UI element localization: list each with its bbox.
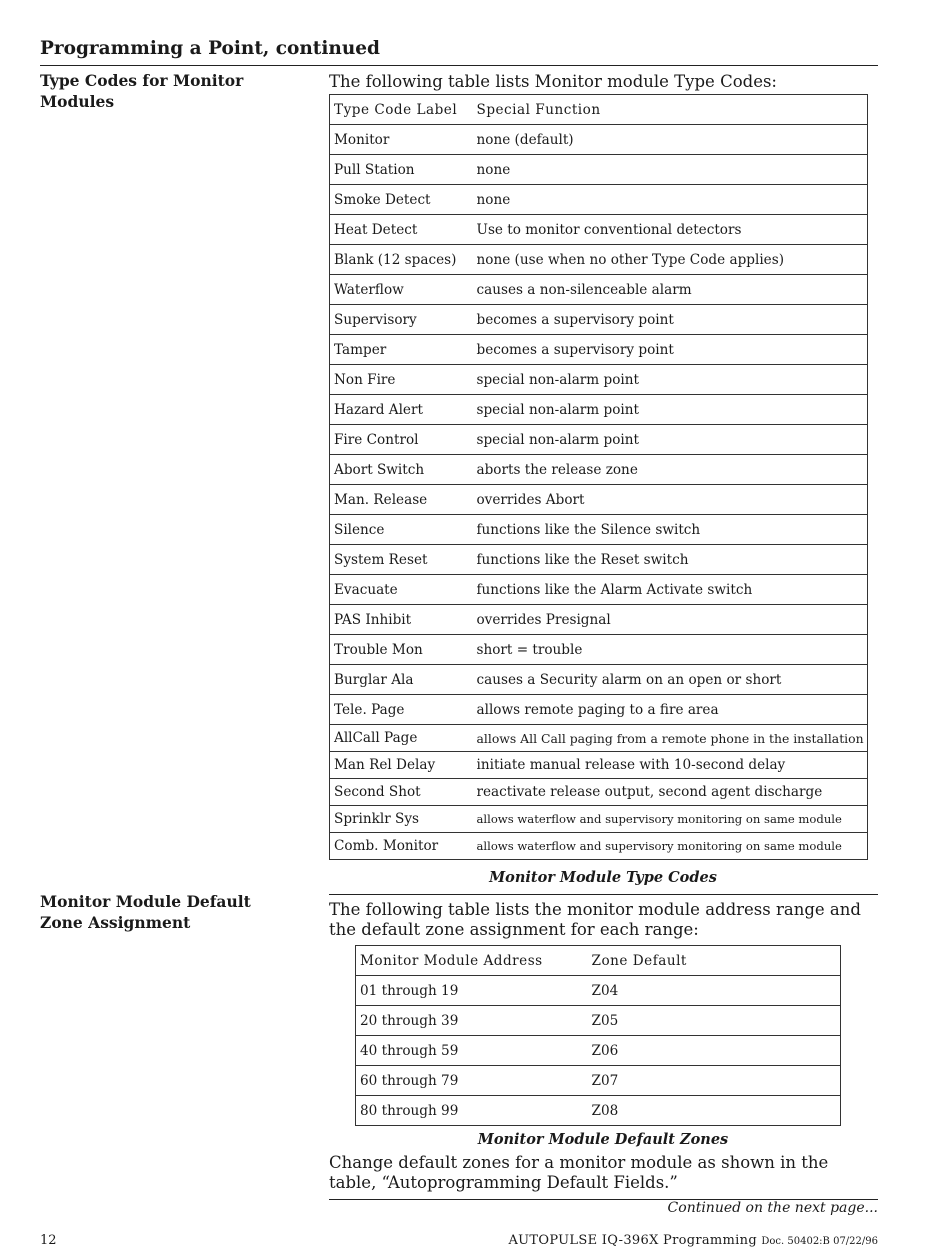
special-function: short = trouble — [473, 635, 868, 665]
type-code-label: Evacuate — [330, 575, 473, 605]
type-code-label: Comb. Monitor — [330, 833, 473, 860]
zone-default: Z04 — [588, 976, 841, 1006]
table-row — [330, 395, 868, 425]
table-row — [330, 695, 868, 725]
table-row — [330, 575, 868, 605]
section-rule — [329, 894, 878, 895]
table-row — [356, 1036, 841, 1066]
table-row — [330, 635, 868, 665]
header-rule — [40, 65, 878, 66]
special-function: allows remote paging to a fire area — [473, 695, 868, 725]
footer-title: AUTOPULSE IQ-396X Programming — [508, 1233, 757, 1248]
table-row — [330, 185, 868, 215]
table-row — [330, 725, 868, 752]
special-function: reactivate release output, second agent discharge — [473, 779, 868, 806]
special-function: functions like the Silence switch — [473, 515, 868, 545]
zone-default: Z05 — [588, 1006, 841, 1036]
special-function: allows waterflow and supervisory monitoring on same module — [473, 833, 868, 860]
table-row — [330, 752, 868, 779]
type-code-label: Heat Detect — [330, 215, 473, 245]
table-row — [330, 515, 868, 545]
table-header-row — [330, 95, 868, 125]
table-row — [330, 833, 868, 860]
type-codes-caption: Monitor Module Type Codes — [489, 869, 717, 886]
type-code-label: Man Rel Delay — [330, 752, 473, 779]
table-row — [330, 155, 868, 185]
special-function: none — [473, 185, 868, 215]
special-function: becomes a supervisory point — [473, 335, 868, 365]
type-code-label: AllCall Page — [330, 725, 473, 752]
table-row — [330, 365, 868, 395]
table-row — [356, 1096, 841, 1126]
special-function: becomes a supervisory point — [473, 305, 868, 335]
address-range: 20 through 39 — [356, 1006, 588, 1036]
page-number: 12 — [40, 1233, 57, 1248]
table-row — [330, 305, 868, 335]
table-header-row — [356, 946, 841, 976]
type-code-label: Abort Switch — [330, 455, 473, 485]
table-row — [330, 335, 868, 365]
address-range: 01 through 19 — [356, 976, 588, 1006]
type-code-label: Smoke Detect — [330, 185, 473, 215]
type-code-label: Waterflow — [330, 275, 473, 305]
table-row — [330, 605, 868, 635]
type-codes-intro: The following table lists Monitor module Type Codes: — [329, 72, 777, 91]
section-heading-type-codes: Type Codes for Monitor Modules — [40, 71, 244, 111]
table-row — [330, 215, 868, 245]
address-range: 60 through 79 — [356, 1066, 588, 1096]
special-function: aborts the release zone — [473, 455, 868, 485]
special-function: none (use when no other Type Code applies) — [473, 245, 868, 275]
type-code-label: Tele. Page — [330, 695, 473, 725]
table-row — [330, 275, 868, 305]
table-row — [330, 806, 868, 833]
type-codes-table — [329, 94, 868, 860]
zone-default: Z06 — [588, 1036, 841, 1066]
type-code-label: Pull Station — [330, 155, 473, 185]
type-code-label: Sprinklr Sys — [330, 806, 473, 833]
type-code-label: Supervisory — [330, 305, 473, 335]
page-title: Programming a Point, continued — [40, 38, 380, 59]
zone-default: Z07 — [588, 1066, 841, 1096]
special-function: special non-alarm point — [473, 395, 868, 425]
table-row — [330, 425, 868, 455]
special-function: functions like the Alarm Activate switch — [473, 575, 868, 605]
type-code-label: Tamper — [330, 335, 473, 365]
table-row — [356, 976, 841, 1006]
type-code-label: Fire Control — [330, 425, 473, 455]
type-code-label: PAS Inhibit — [330, 605, 473, 635]
type-code-label: Burglar Ala — [330, 665, 473, 695]
special-function: none — [473, 155, 868, 185]
footer-document-info — [508, 1233, 878, 1248]
type-code-label: Monitor — [330, 125, 473, 155]
special-function: overrides Abort — [473, 485, 868, 515]
type-code-label: Hazard Alert — [330, 395, 473, 425]
continued-note: Continued on the next page... — [667, 1200, 878, 1216]
default-zone-intro: The following table lists the monitor module address range and the default zone assignment for each range: — [329, 900, 861, 939]
default-zones-caption: Monitor Module Default Zones — [477, 1131, 729, 1148]
special-function: causes a Security alarm on an open or short — [473, 665, 868, 695]
type-code-label: Trouble Mon — [330, 635, 473, 665]
column-header: Monitor Module Address — [356, 946, 588, 976]
address-range: 80 through 99 — [356, 1096, 588, 1126]
default-zones-note: Change default zones for a monitor module as shown in the table, “Autoprogramming Default Fields.” — [329, 1153, 829, 1192]
table-row — [330, 455, 868, 485]
special-function: allows All Call paging from a remote phone in the installation — [473, 725, 868, 752]
type-code-label: Blank (12 spaces) — [330, 245, 473, 275]
special-function: causes a non-silenceable alarm — [473, 275, 868, 305]
type-code-label: Silence — [330, 515, 473, 545]
special-function: special non-alarm point — [473, 425, 868, 455]
special-function: Use to monitor conventional detectors — [473, 215, 868, 245]
address-range: 40 through 59 — [356, 1036, 588, 1066]
special-function: functions like the Reset switch — [473, 545, 868, 575]
special-function: allows waterflow and supervisory monitoring on same module — [473, 806, 868, 833]
column-header: Type Code Label — [330, 95, 473, 125]
footer-doc-number: Doc. 50402:B 07/22/96 — [761, 1236, 878, 1247]
special-function: initiate manual release with 10-second delay — [473, 752, 868, 779]
table-row — [356, 1066, 841, 1096]
table-row — [330, 125, 868, 155]
table-row — [330, 485, 868, 515]
table-row — [330, 545, 868, 575]
column-header: Special Function — [473, 95, 868, 125]
column-header: Zone Default — [588, 946, 841, 976]
table-row — [330, 245, 868, 275]
type-code-label: Non Fire — [330, 365, 473, 395]
table-row — [330, 779, 868, 806]
special-function: special non-alarm point — [473, 365, 868, 395]
section-heading-default-zone: Monitor Module Default Zone Assignment — [40, 892, 251, 932]
type-code-label: System Reset — [330, 545, 473, 575]
table-row — [330, 665, 868, 695]
zone-default: Z08 — [588, 1096, 841, 1126]
default-zones-table — [355, 945, 841, 1126]
type-code-label: Man. Release — [330, 485, 473, 515]
special-function: overrides Presignal — [473, 605, 868, 635]
table-row — [356, 1006, 841, 1036]
special-function: none (default) — [473, 125, 868, 155]
type-code-label: Second Shot — [330, 779, 473, 806]
